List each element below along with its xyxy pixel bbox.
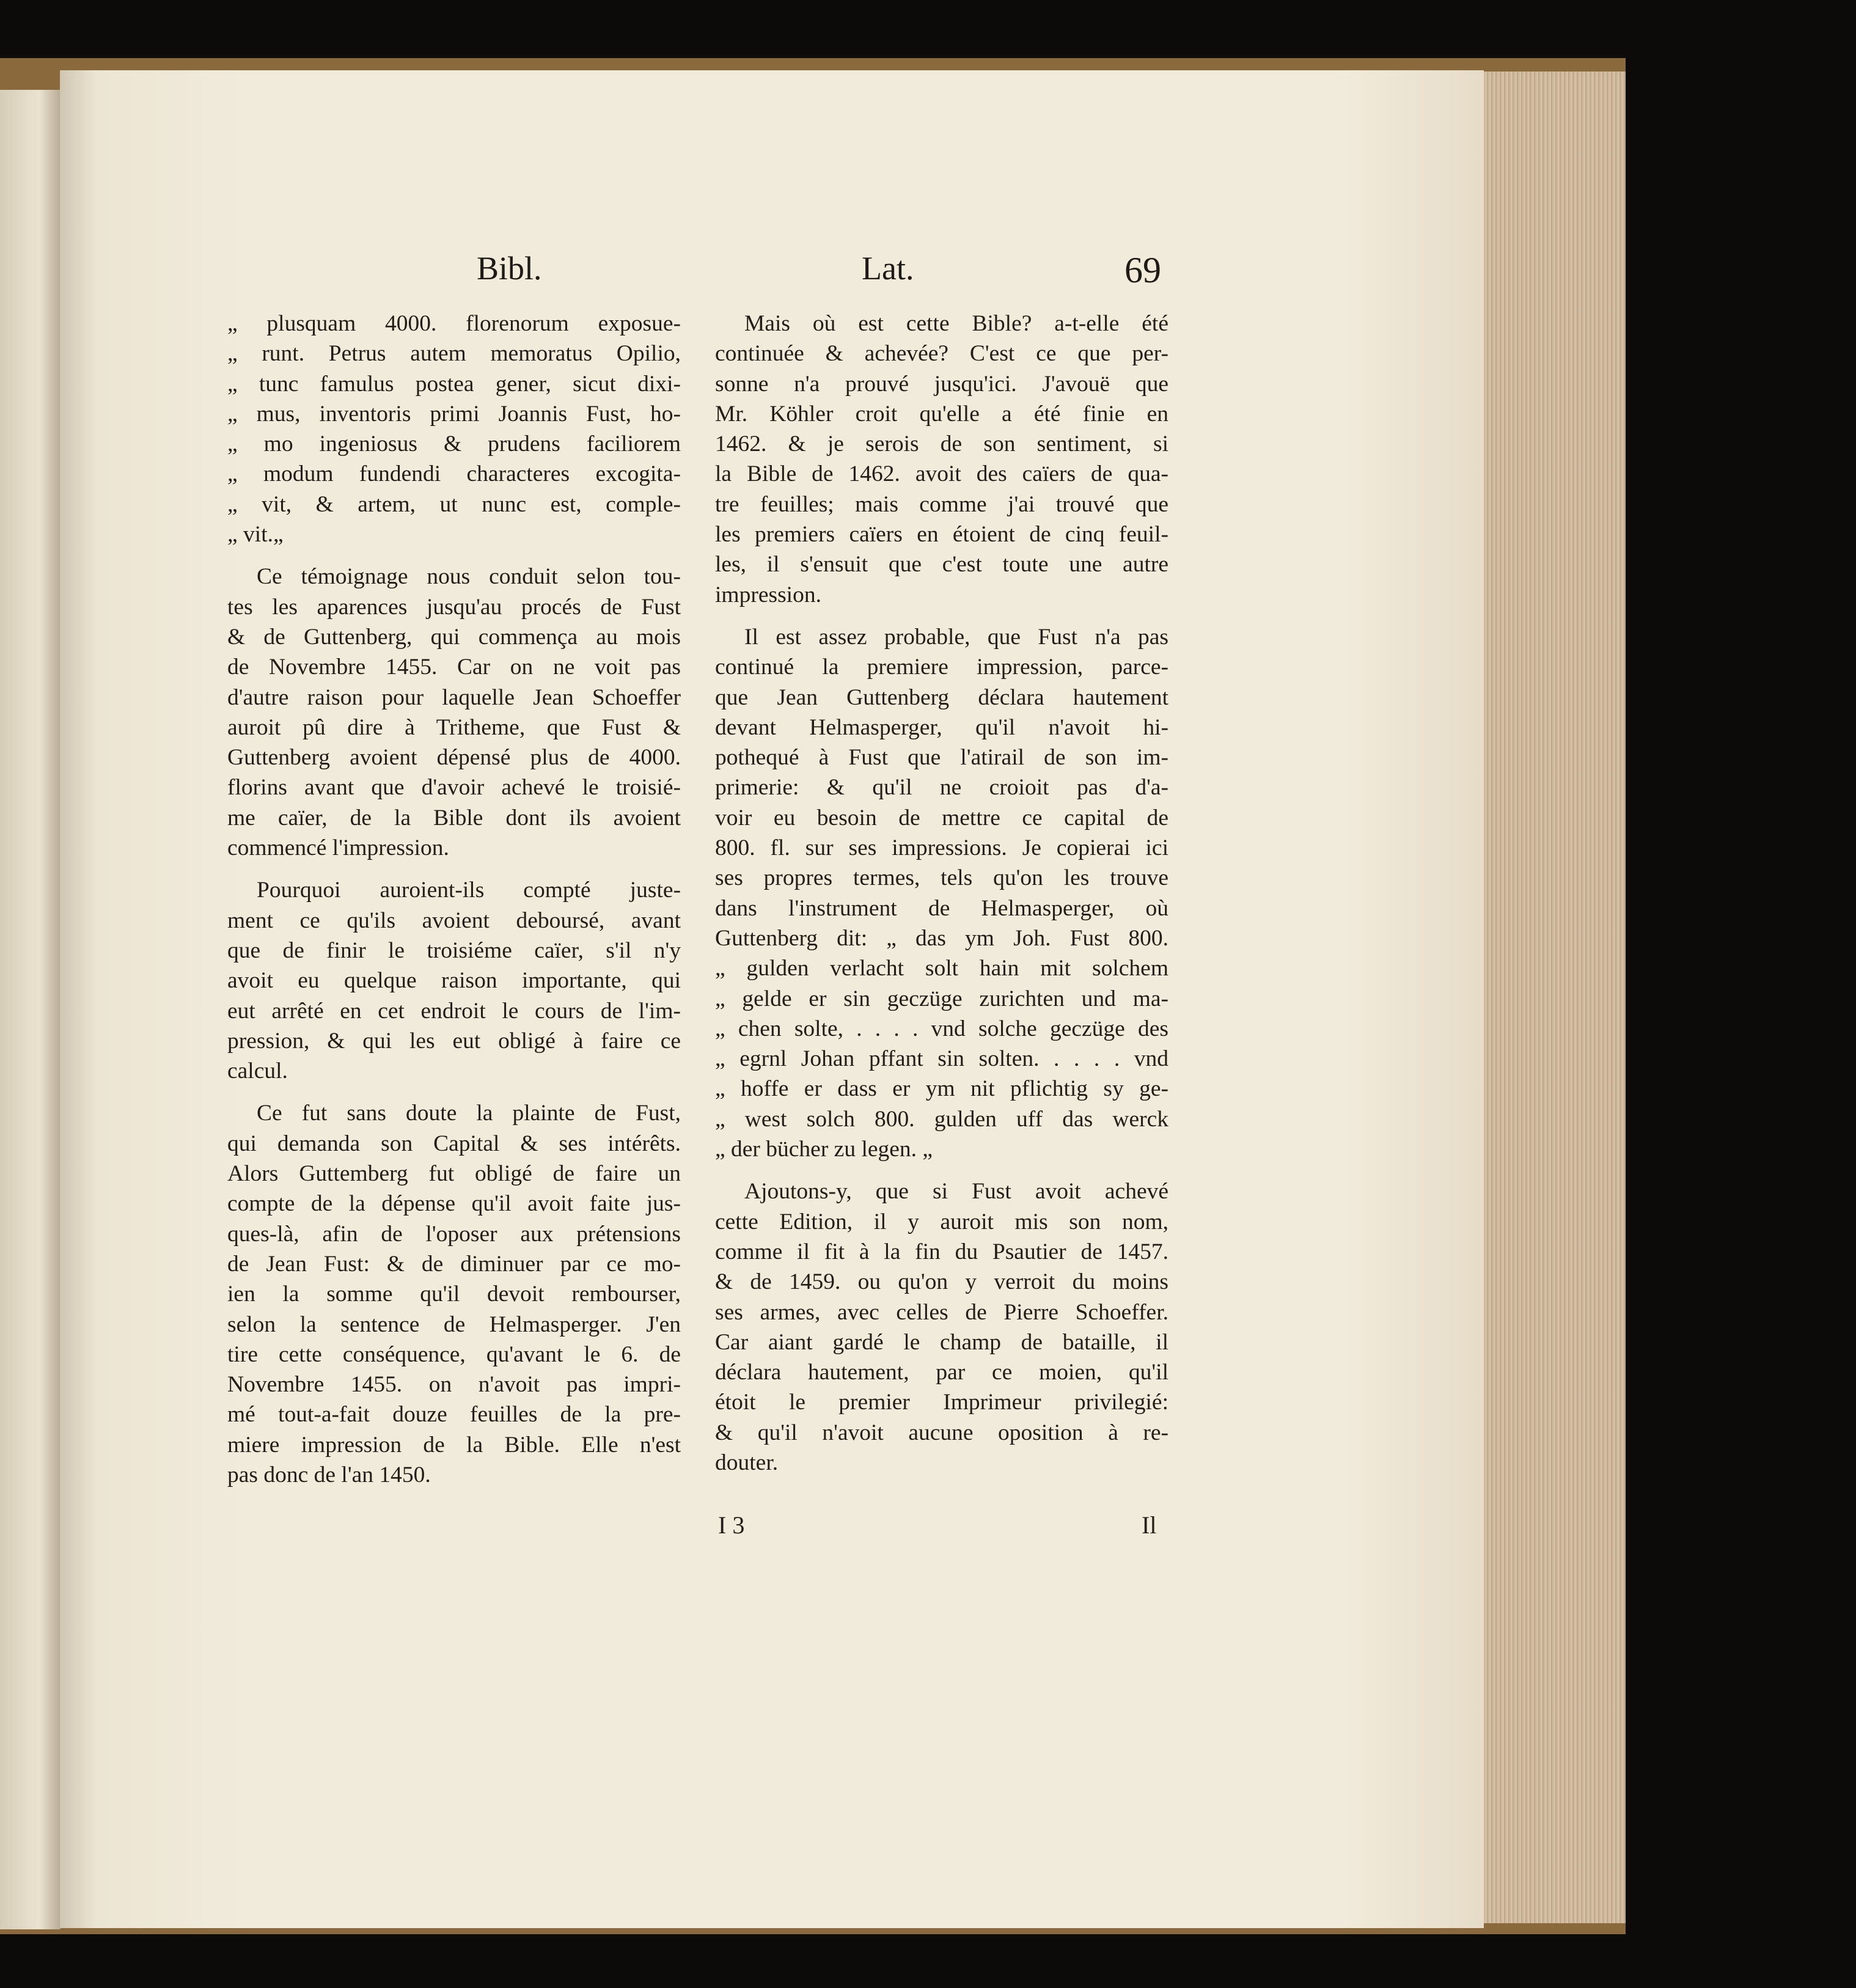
text-line: „ chen solte, . . . . vnd solche geczüge des [715,1016,1168,1041]
text-line: déclara hautement, par ce moien, qu'il [715,1360,1168,1385]
text-line: Novembre 1455. on n'avoit pas impri- [227,1372,681,1398]
paragraph [227,875,681,1086]
text-line: „ hoffe er dass er ym nit pflichtig sy ge- [715,1076,1168,1102]
paragraph-gap [227,549,681,562]
paragraph [227,1098,681,1490]
text-line: compte de la dépense qu'il avoit faite jus- [227,1191,681,1217]
text-line: comme il fit à la fin du Psautier de 1457. [715,1239,1168,1264]
text-line: mé tout-a-fait douze feuilles de la pre- [227,1402,681,1428]
text-line: impression. [715,582,821,607]
facing-page-edge [0,90,61,1929]
text-line: „ vit, & artem, ut nunc est, comple- [227,491,681,517]
text-line: continuée & achevée? C'est ce que per- [715,341,1168,367]
paragraph-gap [227,1086,681,1098]
text-line: „ runt. Petrus autem memoratus Opilio, [227,341,681,367]
text-line: tre feuilles; mais comme j'ai trouvé que [715,491,1168,517]
text-line: calcul. [227,1058,288,1084]
text-line: „ gulden verlacht solt hain mit solchem [715,956,1168,981]
text-line: & de Guttenberg, qui commença au mois [227,624,681,650]
text-line: Ce fut sans doute la plainte de Fust, [257,1101,681,1126]
left-column [227,309,681,1490]
text-line: 1462. & je serois de son sentiment, si [715,431,1168,457]
text-line: Ajoutons-y, que si Fust avoit achevé [744,1179,1168,1205]
text-line: me caïer, de la Bible dont ils avoient [227,805,681,831]
text-line: Il est assez probable, que Fust n'a pas [744,624,1168,650]
text-line: „ mo ingeniosus & prudens faciliorem [227,431,681,457]
text-line: de Jean Fust: & de diminuer par ce mo- [227,1251,681,1277]
text-line: voir eu besoin de mettre ce capital de [715,805,1168,831]
text-line: cette Edition, il y auroit mis son nom, [715,1209,1168,1234]
text-line: „ gelde er sin geczüge zurichten und ma- [715,986,1168,1011]
text-line: Car aiant gardé le champ de bataille, il [715,1329,1168,1355]
running-header [232,249,1173,292]
page-number: 69 [1124,250,1161,290]
text-line: tire cette conséquence, qu'avant le 6. de [227,1341,681,1367]
text-line: pression, & qui les eut obligé à faire ce [227,1028,681,1054]
right-column [715,309,1168,1478]
text-line: pothequé à Fust que l'atirail de son im- [715,745,1168,771]
paragraph [715,622,1168,1164]
text-line: ment ce qu'ils avoient deboursé, avant [227,908,681,933]
catchword: Il [1142,1511,1157,1539]
text-line: d'autre raison pour laquelle Jean Schoeffer [227,684,681,710]
text-line: Mr. Köhler croit qu'elle a été finie en [715,401,1168,427]
text-line: ses propres termes, tels qu'on les trouve [715,865,1168,891]
text-line: les, il s'ensuit que c'est toute une autre [715,552,1168,578]
text-line: Ce témoignage nous conduit selon tou- [257,564,681,590]
text-line: florins avant que d'avoir achevé le troisié- [227,775,681,801]
text-line: „ mus, inventoris primi Joannis Fust, ho- [227,401,681,427]
text-line: les premiers caïers en étoient de cinq feuil- [715,522,1168,548]
text-line: devant Helmasperger, qu'il n'avoit hi- [715,714,1168,740]
text-line: & de 1459. ou qu'on y verroit du moins [715,1269,1168,1295]
text-line: Pourquoi auroient-ils compté juste- [257,878,681,903]
signature-mark: I 3 [718,1511,745,1539]
text-line: ques-là, afin de l'oposer aux prétensions [227,1221,681,1247]
paragraph-gap [227,863,681,875]
text-line: & qu'il n'avoit aucune oposition à re- [715,1420,1168,1445]
text-line: „ west solch 800. gulden uff das werck [715,1106,1168,1132]
page-edges [1474,72,1626,1923]
text-line: douter. [715,1450,779,1475]
text-line: avoit eu quelque raison importante, qui [227,968,681,994]
text-line: Guttenberg avoient dépensé plus de 4000. [227,745,681,771]
paragraph-gap [715,1164,1168,1176]
paragraph [715,309,1168,610]
text-line: „ plusquam 4000. florenorum exposue- [227,311,681,336]
text-line: „ egrnl Johan pffant sin solten. . . . . vnd [715,1046,1168,1072]
text-line: „ der bücher zu legen. „ [715,1137,933,1162]
header-left: Bibl. [477,250,542,287]
text-line: étoit le premier Imprimeur privilegié: [715,1390,1168,1415]
text-line: primerie: & qu'il ne croioit pas d'a- [715,775,1168,801]
text-line: „ tunc famulus postea gener, sicut dixi- [227,371,681,397]
paragraph [715,1176,1168,1478]
paragraph [227,562,681,863]
text-line: eut arrêté en cet endroit le cours de l'im- [227,998,681,1024]
text-line: que de finir le troisiéme caïer, s'il n'y [227,937,681,963]
text-line: continué la premiere impression, parce- [715,655,1168,680]
text-line: auroit pû dire à Tritheme, que Fust & [227,714,681,740]
text-line: de Novembre 1455. Car on ne voit pas [227,655,681,680]
text-line: ses armes, avec celles de Pierre Schoeffer. [715,1299,1168,1325]
text-line: Guttenberg dit: „ das ym Joh. Fust 800. [715,925,1168,951]
text-line: qui demanda son Capital & ses intérêts. [227,1131,681,1156]
text-line: tes les aparences jusqu'au procés de Fust [227,594,681,620]
text-line: la Bible de 1462. avoit des caïers de qua- [715,461,1168,487]
text-line: pas donc de l'an 1450. [227,1462,431,1487]
text-line: „ modum fundendi characteres excogita- [227,461,681,487]
text-line: commencé l'impression. [227,835,449,861]
text-line: Mais où est cette Bible? a-t-elle été [744,311,1168,336]
text-line: „ vit.„ [227,522,284,548]
text-line: Alors Guttemberg fut obligé de faire un [227,1161,681,1187]
paragraph-gap [715,610,1168,622]
header-center: Lat. [862,250,914,287]
text-line: 800. fl. sur ses impressions. Je copierai ici [715,835,1168,861]
text-line: sonne n'a prouvé jusqu'ici. J'avouë que [715,371,1168,397]
text-line: selon la sentence de Helmasperger. J'en [227,1311,681,1337]
paragraph [227,309,681,549]
text-line: miere impression de la Bible. Elle n'est [227,1432,681,1458]
text-line: ien la somme qu'il devoit rembourser, [227,1282,681,1307]
text-line: que Jean Guttenberg déclara hautement [715,684,1168,710]
text-line: dans l'instrument de Helmasperger, où [715,895,1168,921]
